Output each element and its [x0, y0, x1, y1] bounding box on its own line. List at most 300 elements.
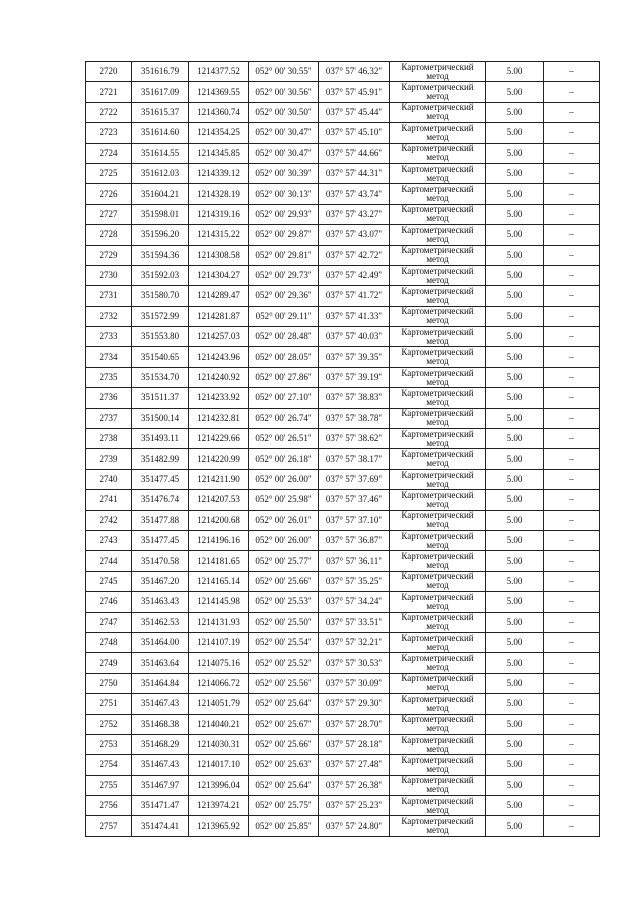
- point-number-cell: 2755: [86, 775, 132, 795]
- accuracy-cell: 5.00: [486, 612, 544, 632]
- table-row: [86, 510, 600, 530]
- method-text-line: Картометрический: [401, 632, 474, 643]
- note-cell: –: [544, 143, 600, 163]
- method-cell: [390, 286, 486, 306]
- table-row: [86, 225, 600, 245]
- method-text-line: Картометрический: [401, 245, 474, 256]
- table-row: [86, 306, 600, 326]
- method-text-line: Картометрический: [401, 184, 474, 195]
- method-text-line: метод: [426, 580, 449, 591]
- method-text-line: метод: [426, 682, 449, 693]
- method-text-line: Картометрический: [401, 673, 474, 684]
- longitude-cell: 037° 57' 44.31": [319, 163, 390, 183]
- table-row: [86, 102, 600, 122]
- method-cell: [390, 265, 486, 285]
- method-text-line: метод: [426, 478, 449, 489]
- note-cell: –: [544, 632, 600, 652]
- table-row: [86, 388, 600, 408]
- accuracy-cell: 5.00: [486, 102, 544, 122]
- y-coordinate-cell: 1213965.92: [189, 816, 249, 836]
- x-coordinate-cell: 351596.20: [132, 225, 189, 245]
- x-coordinate-cell: 351462.53: [132, 612, 189, 632]
- x-coordinate-cell: 351612.03: [132, 163, 189, 183]
- method-text-line: Картометрический: [401, 734, 474, 745]
- method-text-line: метод: [426, 560, 449, 571]
- latitude-cell: 052° 00' 29.36": [249, 286, 319, 306]
- accuracy-cell: 5.00: [486, 388, 544, 408]
- y-coordinate-cell: 1214165.14: [189, 571, 249, 591]
- y-coordinate-cell: 1214369.55: [189, 82, 249, 102]
- point-number-cell: 2740: [86, 469, 132, 489]
- latitude-cell: 052° 00' 28.48": [249, 327, 319, 347]
- y-coordinate-cell: 1214339.12: [189, 163, 249, 183]
- method-text-line: Картометрический: [401, 571, 474, 582]
- longitude-cell: 037° 57' 41.33": [319, 306, 390, 326]
- point-number-cell: 2731: [86, 286, 132, 306]
- method-cell: [390, 429, 486, 449]
- point-number-cell: 2728: [86, 225, 132, 245]
- method-cell: [390, 204, 486, 224]
- method-cell: [390, 653, 486, 673]
- latitude-cell: 052° 00' 25.85": [249, 816, 319, 836]
- y-coordinate-cell: 1214304.27: [189, 265, 249, 285]
- method-text-line: Картометрический: [401, 469, 474, 480]
- method-text-line: Картометрический: [401, 285, 474, 296]
- y-coordinate-cell: 1214220.99: [189, 449, 249, 469]
- latitude-cell: 052° 00' 25.64": [249, 775, 319, 795]
- method-cell: [390, 184, 486, 204]
- method-cell: [390, 612, 486, 632]
- method-text-line: Картометрический: [401, 61, 474, 72]
- note-cell: –: [544, 163, 600, 183]
- method-text-line: метод: [426, 743, 449, 754]
- x-coordinate-cell: 351468.29: [132, 734, 189, 754]
- latitude-cell: 052° 00' 25.53": [249, 592, 319, 612]
- point-number-cell: 2732: [86, 306, 132, 326]
- table-row: [86, 755, 600, 775]
- longitude-cell: 037° 57' 37.69": [319, 469, 390, 489]
- longitude-cell: 037° 57' 37.10": [319, 510, 390, 530]
- point-number-cell: 2733: [86, 327, 132, 347]
- note-cell: –: [544, 204, 600, 224]
- note-cell: –: [544, 612, 600, 632]
- method-cell: [390, 551, 486, 571]
- note-cell: –: [544, 265, 600, 285]
- note-cell: –: [544, 714, 600, 734]
- method-text-line: Картометрический: [401, 653, 474, 664]
- method-text-line: метод: [426, 91, 449, 102]
- method-cell: [390, 673, 486, 693]
- method-text-line: метод: [426, 172, 449, 183]
- latitude-cell: 052° 00' 26.00": [249, 530, 319, 550]
- accuracy-cell: 5.00: [486, 653, 544, 673]
- x-coordinate-cell: 351464.00: [132, 632, 189, 652]
- table-row: [86, 734, 600, 754]
- accuracy-cell: 5.00: [486, 775, 544, 795]
- note-cell: –: [544, 102, 600, 122]
- latitude-cell: 052° 00' 30.55": [249, 62, 319, 82]
- method-text-line: Картометрический: [401, 143, 474, 154]
- accuracy-cell: 5.00: [486, 225, 544, 245]
- longitude-cell: 037° 57' 28.18": [319, 734, 390, 754]
- table-row: [86, 347, 600, 367]
- accuracy-cell: 5.00: [486, 306, 544, 326]
- point-number-cell: 2726: [86, 184, 132, 204]
- longitude-cell: 037° 57' 37.46": [319, 490, 390, 510]
- longitude-cell: 037° 57' 36.87": [319, 530, 390, 550]
- note-cell: –: [544, 327, 600, 347]
- table-row: [86, 694, 600, 714]
- method-text-line: метод: [426, 274, 449, 285]
- x-coordinate-cell: 351482.99: [132, 449, 189, 469]
- note-cell: –: [544, 82, 600, 102]
- method-cell: [390, 530, 486, 550]
- accuracy-cell: 5.00: [486, 367, 544, 387]
- y-coordinate-cell: 1214196.16: [189, 530, 249, 550]
- table-row: [86, 143, 600, 163]
- y-coordinate-cell: 1214040.21: [189, 714, 249, 734]
- table-row: [86, 163, 600, 183]
- point-number-cell: 2745: [86, 571, 132, 591]
- y-coordinate-cell: 1214232.81: [189, 408, 249, 428]
- method-text-line: Картометрический: [401, 428, 474, 439]
- y-coordinate-cell: 1214075.16: [189, 653, 249, 673]
- latitude-cell: 052° 00' 25.77": [249, 551, 319, 571]
- method-text-line: метод: [426, 763, 449, 774]
- point-number-cell: 2738: [86, 429, 132, 449]
- point-number-cell: 2753: [86, 734, 132, 754]
- x-coordinate-cell: 351477.45: [132, 469, 189, 489]
- table-row: [86, 286, 600, 306]
- point-number-cell: 2747: [86, 612, 132, 632]
- table-row: [86, 612, 600, 632]
- method-text-line: Картометрический: [401, 714, 474, 725]
- accuracy-cell: 5.00: [486, 347, 544, 367]
- method-text-line: метод: [426, 131, 449, 142]
- latitude-cell: 052° 00' 25.64": [249, 694, 319, 714]
- method-cell: [390, 490, 486, 510]
- note-cell: –: [544, 367, 600, 387]
- y-coordinate-cell: 1214229.66: [189, 429, 249, 449]
- note-cell: –: [544, 245, 600, 265]
- method-text-line: Картометрический: [401, 449, 474, 460]
- latitude-cell: 052° 00' 25.75": [249, 796, 319, 816]
- method-text-line: метод: [426, 417, 449, 428]
- y-coordinate-cell: 1214354.25: [189, 123, 249, 143]
- method-text-line: Картометрический: [401, 612, 474, 623]
- method-text-line: метод: [426, 233, 449, 244]
- x-coordinate-cell: 351580.70: [132, 286, 189, 306]
- y-coordinate-cell: 1214233.92: [189, 388, 249, 408]
- accuracy-cell: 5.00: [486, 551, 544, 571]
- latitude-cell: 052° 00' 25.56": [249, 673, 319, 693]
- table-row: [86, 265, 600, 285]
- method-text-line: метод: [426, 621, 449, 632]
- x-coordinate-cell: 351615.37: [132, 102, 189, 122]
- longitude-cell: 037° 57' 43.27": [319, 204, 390, 224]
- note-cell: –: [544, 592, 600, 612]
- note-cell: –: [544, 530, 600, 550]
- latitude-cell: 052° 00' 28.05": [249, 347, 319, 367]
- method-cell: [390, 82, 486, 102]
- latitude-cell: 052° 00' 27.86": [249, 367, 319, 387]
- method-text-line: Картометрический: [401, 122, 474, 133]
- longitude-cell: 037° 57' 45.44": [319, 102, 390, 122]
- method-text-line: метод: [426, 784, 449, 795]
- table-row: [86, 408, 600, 428]
- latitude-cell: 052° 00' 25.66": [249, 571, 319, 591]
- method-cell: [390, 734, 486, 754]
- method-cell: [390, 694, 486, 714]
- longitude-cell: 037° 57' 44.66": [319, 143, 390, 163]
- latitude-cell: 052° 00' 25.50": [249, 612, 319, 632]
- point-number-cell: 2720: [86, 62, 132, 82]
- latitude-cell: 052° 00' 26.18": [249, 449, 319, 469]
- table-row: [86, 204, 600, 224]
- longitude-cell: 037° 57' 45.10": [319, 123, 390, 143]
- method-text-line: Картометрический: [401, 551, 474, 562]
- note-cell: –: [544, 571, 600, 591]
- method-text-line: метод: [426, 539, 449, 550]
- x-coordinate-cell: 351594.36: [132, 245, 189, 265]
- accuracy-cell: 5.00: [486, 62, 544, 82]
- method-text-line: метод: [426, 723, 449, 734]
- method-text-line: Картометрический: [401, 224, 474, 235]
- method-text-line: Картометрический: [401, 204, 474, 215]
- longitude-cell: 037° 57' 34.24": [319, 592, 390, 612]
- note-cell: –: [544, 469, 600, 489]
- x-coordinate-cell: 351477.88: [132, 510, 189, 530]
- y-coordinate-cell: 1214360.74: [189, 102, 249, 122]
- method-text-line: Картометрический: [401, 102, 474, 113]
- method-text-line: Картометрический: [401, 693, 474, 704]
- x-coordinate-cell: 351467.43: [132, 694, 189, 714]
- note-cell: –: [544, 734, 600, 754]
- note-cell: –: [544, 429, 600, 449]
- accuracy-cell: 5.00: [486, 510, 544, 530]
- point-number-cell: 2757: [86, 816, 132, 836]
- method-cell: [390, 449, 486, 469]
- table-row: [86, 796, 600, 816]
- method-text-line: метод: [426, 396, 449, 407]
- latitude-cell: 052° 00' 25.98": [249, 490, 319, 510]
- latitude-cell: 052° 00' 26.01": [249, 510, 319, 530]
- method-cell: [390, 775, 486, 795]
- method-text-line: Картометрический: [401, 408, 474, 419]
- point-number-cell: 2727: [86, 204, 132, 224]
- latitude-cell: 052° 00' 25.52": [249, 653, 319, 673]
- y-coordinate-cell: 1214145.98: [189, 592, 249, 612]
- x-coordinate-cell: 351614.60: [132, 123, 189, 143]
- method-text-line: метод: [426, 356, 449, 367]
- method-text-line: Картометрический: [401, 591, 474, 602]
- method-cell: [390, 347, 486, 367]
- method-text-line: метод: [426, 825, 449, 836]
- method-text-line: метод: [426, 254, 449, 265]
- method-text-line: Картометрический: [401, 163, 474, 174]
- accuracy-cell: 5.00: [486, 449, 544, 469]
- method-text-line: метод: [426, 600, 449, 611]
- point-number-cell: 2739: [86, 449, 132, 469]
- table-row: [86, 449, 600, 469]
- method-text-line: Картометрический: [401, 326, 474, 337]
- latitude-cell: 052° 00' 26.51": [249, 429, 319, 449]
- accuracy-cell: 5.00: [486, 592, 544, 612]
- latitude-cell: 052° 00' 25.67": [249, 714, 319, 734]
- method-text-line: метод: [426, 519, 449, 530]
- point-number-cell: 2742: [86, 510, 132, 530]
- y-coordinate-cell: 1214030.31: [189, 734, 249, 754]
- table-row: [86, 632, 600, 652]
- method-cell: [390, 755, 486, 775]
- note-cell: –: [544, 347, 600, 367]
- latitude-cell: 052° 00' 29.93": [249, 204, 319, 224]
- table-row: [86, 530, 600, 550]
- longitude-cell: 037° 57' 35.25": [319, 571, 390, 591]
- longitude-cell: 037° 57' 36.11": [319, 551, 390, 571]
- x-coordinate-cell: 351617.09: [132, 82, 189, 102]
- x-coordinate-cell: 351540.65: [132, 347, 189, 367]
- latitude-cell: 052° 00' 30.56": [249, 82, 319, 102]
- note-cell: –: [544, 449, 600, 469]
- method-text-line: Картометрический: [401, 816, 474, 827]
- point-number-cell: 2723: [86, 123, 132, 143]
- method-cell: [390, 143, 486, 163]
- longitude-cell: 037° 57' 40.03": [319, 327, 390, 347]
- method-cell: [390, 510, 486, 530]
- x-coordinate-cell: 351477.45: [132, 530, 189, 550]
- method-cell: [390, 163, 486, 183]
- latitude-cell: 052° 00' 29.81": [249, 245, 319, 265]
- method-text-line: метод: [426, 111, 449, 122]
- method-cell: [390, 714, 486, 734]
- point-number-cell: 2752: [86, 714, 132, 734]
- note-cell: –: [544, 755, 600, 775]
- longitude-cell: 037° 57' 42.49": [319, 265, 390, 285]
- accuracy-cell: 5.00: [486, 571, 544, 591]
- point-number-cell: 2730: [86, 265, 132, 285]
- longitude-cell: 037° 57' 38.83": [319, 388, 390, 408]
- longitude-cell: 037° 57' 32.21": [319, 632, 390, 652]
- table-row: [86, 490, 600, 510]
- accuracy-cell: 5.00: [486, 408, 544, 428]
- longitude-cell: 037° 57' 39.35": [319, 347, 390, 367]
- longitude-cell: 037° 57' 27.48": [319, 755, 390, 775]
- table-row: [86, 673, 600, 693]
- point-number-cell: 2756: [86, 796, 132, 816]
- point-number-cell: 2721: [86, 82, 132, 102]
- x-coordinate-cell: 351467.97: [132, 775, 189, 795]
- point-number-cell: 2741: [86, 490, 132, 510]
- point-number-cell: 2724: [86, 143, 132, 163]
- latitude-cell: 052° 00' 30.47": [249, 143, 319, 163]
- note-cell: –: [544, 225, 600, 245]
- method-text-line: метод: [426, 702, 449, 713]
- y-coordinate-cell: 1214243.96: [189, 347, 249, 367]
- latitude-cell: 052° 00' 30.47": [249, 123, 319, 143]
- x-coordinate-cell: 351471.47: [132, 796, 189, 816]
- accuracy-cell: 5.00: [486, 469, 544, 489]
- x-coordinate-cell: 351464.84: [132, 673, 189, 693]
- point-number-cell: 2750: [86, 673, 132, 693]
- y-coordinate-cell: 1214257.03: [189, 327, 249, 347]
- x-coordinate-cell: 351500.14: [132, 408, 189, 428]
- accuracy-cell: 5.00: [486, 755, 544, 775]
- point-number-cell: 2749: [86, 653, 132, 673]
- accuracy-cell: 5.00: [486, 714, 544, 734]
- y-coordinate-cell: 1214319.16: [189, 204, 249, 224]
- method-text-line: метод: [426, 152, 449, 163]
- method-text-line: Картометрический: [401, 347, 474, 358]
- longitude-cell: 037° 57' 38.62": [319, 429, 390, 449]
- y-coordinate-cell: 1213996.04: [189, 775, 249, 795]
- point-number-cell: 2735: [86, 367, 132, 387]
- method-text-line: Картометрический: [401, 795, 474, 806]
- longitude-cell: 037° 57' 28.70": [319, 714, 390, 734]
- method-text-line: метод: [426, 662, 449, 673]
- y-coordinate-cell: 1214207.53: [189, 490, 249, 510]
- point-number-cell: 2751: [86, 694, 132, 714]
- note-cell: –: [544, 184, 600, 204]
- y-coordinate-cell: 1214281.87: [189, 306, 249, 326]
- x-coordinate-cell: 351553.80: [132, 327, 189, 347]
- longitude-cell: 037° 57' 42.72": [319, 245, 390, 265]
- method-text-line: Картометрический: [401, 489, 474, 500]
- x-coordinate-cell: 351463.64: [132, 653, 189, 673]
- table-row: [86, 775, 600, 795]
- method-text-line: Картометрический: [401, 82, 474, 93]
- note-cell: –: [544, 123, 600, 143]
- y-coordinate-cell: 1214051.79: [189, 694, 249, 714]
- accuracy-cell: 5.00: [486, 286, 544, 306]
- method-cell: [390, 102, 486, 122]
- accuracy-cell: 5.00: [486, 82, 544, 102]
- latitude-cell: 052° 00' 25.54": [249, 632, 319, 652]
- table-body: [86, 62, 600, 837]
- note-cell: –: [544, 388, 600, 408]
- x-coordinate-cell: 351614.55: [132, 143, 189, 163]
- method-text-line: метод: [426, 294, 449, 305]
- x-coordinate-cell: 351604.21: [132, 184, 189, 204]
- method-cell: [390, 796, 486, 816]
- point-number-cell: 2736: [86, 388, 132, 408]
- method-text-line: метод: [426, 315, 449, 326]
- longitude-cell: 037° 57' 39.19": [319, 367, 390, 387]
- note-cell: –: [544, 490, 600, 510]
- note-cell: –: [544, 796, 600, 816]
- note-cell: –: [544, 510, 600, 530]
- x-coordinate-cell: 351598.01: [132, 204, 189, 224]
- x-coordinate-cell: 351470.58: [132, 551, 189, 571]
- longitude-cell: 037° 57' 25.23": [319, 796, 390, 816]
- y-coordinate-cell: 1214289.47: [189, 286, 249, 306]
- method-text-line: метод: [426, 213, 449, 224]
- longitude-cell: 037° 57' 30.53": [319, 653, 390, 673]
- method-cell: [390, 327, 486, 347]
- method-cell: [390, 816, 486, 836]
- y-coordinate-cell: 1214131.93: [189, 612, 249, 632]
- longitude-cell: 037° 57' 38.17": [319, 449, 390, 469]
- longitude-cell: 037° 57' 43.07": [319, 225, 390, 245]
- x-coordinate-cell: 351476.74: [132, 490, 189, 510]
- y-coordinate-cell: 1214200.68: [189, 510, 249, 530]
- longitude-cell: 037° 57' 41.72": [319, 286, 390, 306]
- latitude-cell: 052° 00' 29.87": [249, 225, 319, 245]
- method-text-line: Картометрический: [401, 775, 474, 786]
- note-cell: –: [544, 286, 600, 306]
- y-coordinate-cell: 1214328.19: [189, 184, 249, 204]
- accuracy-cell: 5.00: [486, 327, 544, 347]
